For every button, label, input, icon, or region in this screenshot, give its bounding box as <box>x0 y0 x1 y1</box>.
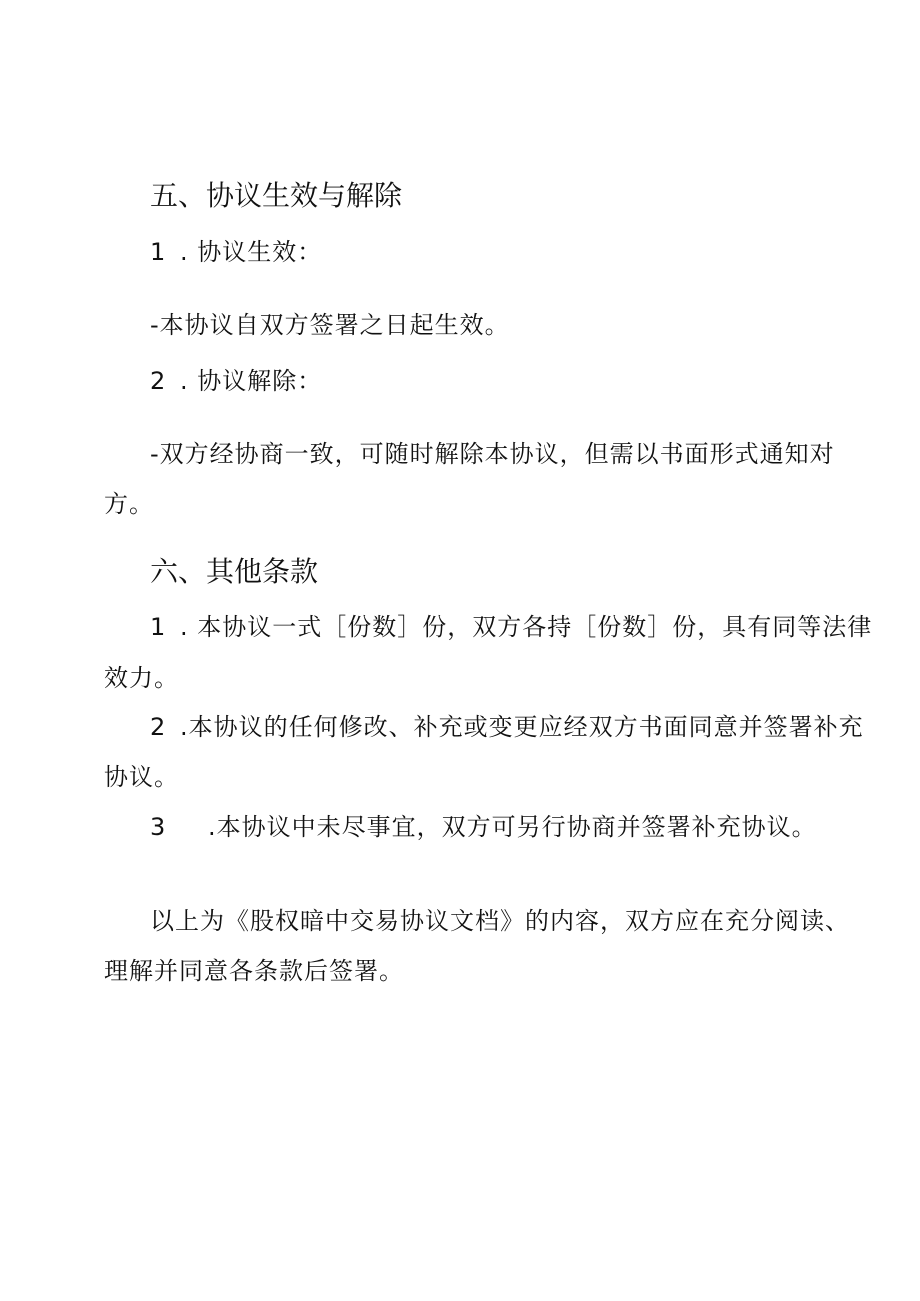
item-title: . 协议生效： <box>180 238 323 266</box>
item-text: .本协议中未尽事宜，双方可另行协商并签署补充协议。 <box>208 813 817 841</box>
section-5-item-1-title <box>150 237 322 267</box>
section-6-item-2-line-1 <box>150 712 864 742</box>
item-title: . 协议解除： <box>180 367 323 395</box>
section-5-item-1-body: -本协议自双方签署之日起生效。 <box>150 311 510 339</box>
item-number: 1 <box>150 238 167 266</box>
section-5-item-2-title <box>150 366 322 396</box>
item-number: 3 <box>150 813 167 841</box>
item-number: 2 <box>150 713 167 741</box>
item-text: . 本协议一式［份数］份，双方各持［份数］份，具有同等法律 <box>180 613 873 641</box>
closing-line-2: 理解并同意各条款后签署。 <box>104 957 404 985</box>
section-6-item-3 <box>150 812 817 842</box>
item-number: 2 <box>150 367 167 395</box>
item-number: 1 <box>150 613 167 641</box>
section-6-item-1-line-2: 效力。 <box>104 664 179 692</box>
section-6-item-2-line-2: 协议。 <box>104 763 179 791</box>
item-text: .本协议的任何修改、补充或变更应经双方书面同意并签署补充 <box>180 713 864 741</box>
section-5-item-2-body-line-2: 方。 <box>104 490 154 518</box>
section-6-heading: 六、其他条款 <box>150 555 319 588</box>
closing-line-1: 以上为《股权暗中交易协议文档》的内容，双方应在充分阅读、 <box>150 907 850 935</box>
section-5-heading: 五、协议生效与解除 <box>150 179 403 212</box>
section-5-item-2-body-line-1: -双方经协商一致，可随时解除本协议，但需以书面形式通知对 <box>150 440 835 468</box>
section-6-item-1-line-1 <box>150 612 872 642</box>
